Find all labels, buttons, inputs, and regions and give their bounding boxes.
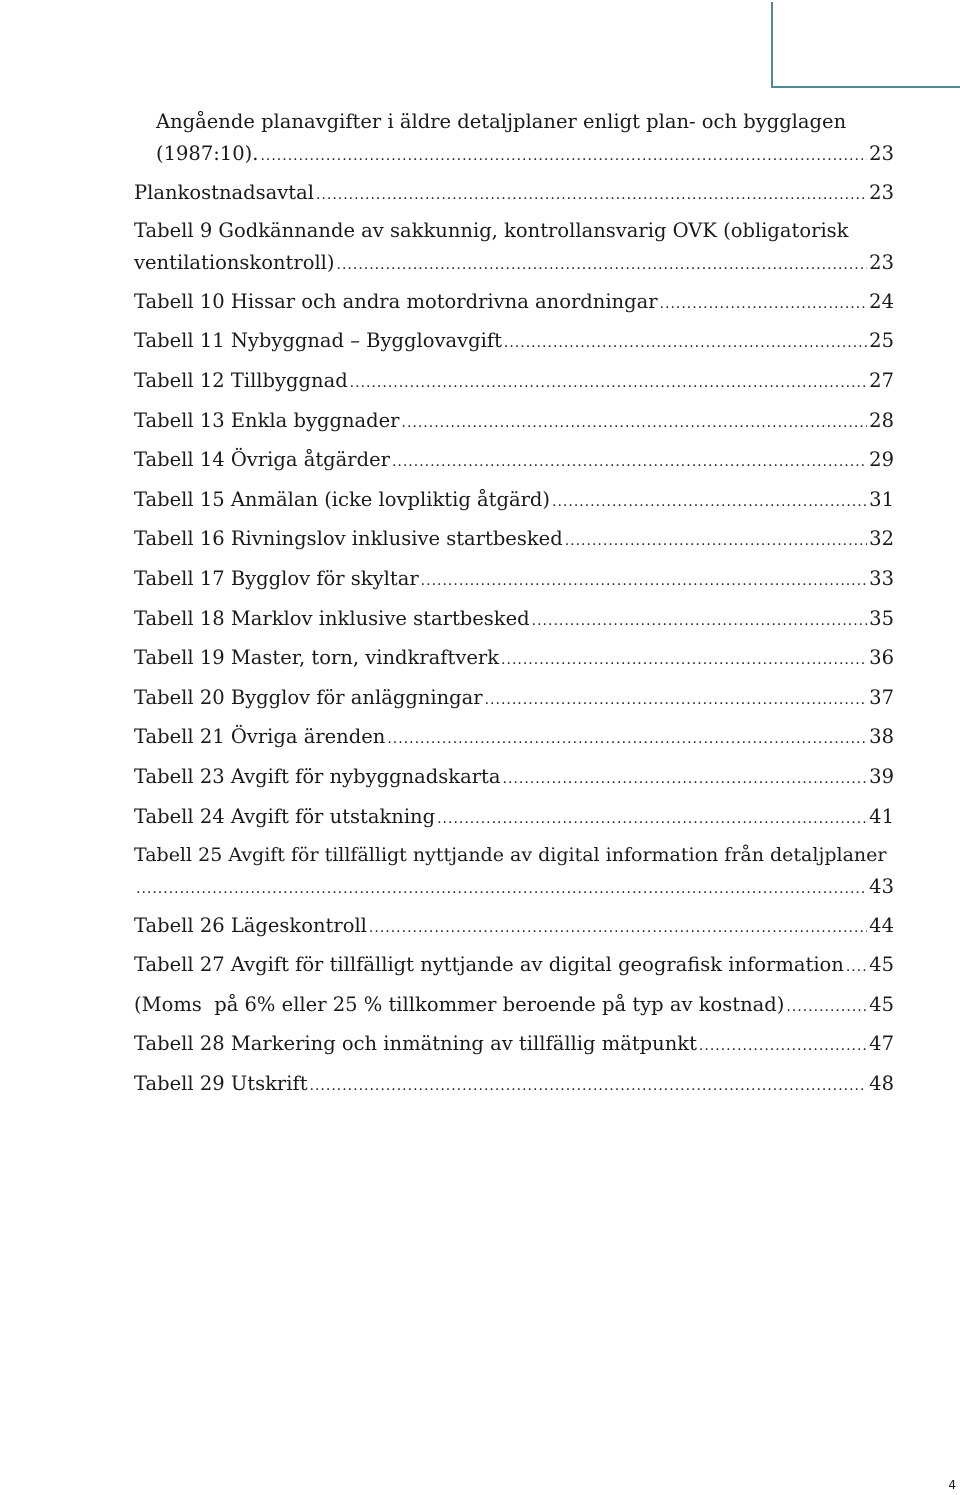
dot-leader bbox=[846, 950, 867, 984]
page-number: 4 bbox=[948, 1478, 956, 1492]
dot-leader bbox=[402, 406, 868, 440]
toc-entry-title: Tabell 17 Bygglov för skyltar bbox=[134, 566, 419, 590]
toc-entry-page: 36 bbox=[869, 646, 894, 670]
toc-entry-title: Tabell 15 Anmälan (icke lovpliktig åtgärd) bbox=[134, 487, 551, 511]
toc-entry-page: 39 bbox=[869, 764, 894, 788]
toc-entry-title: Tabell 26 Lägeskontroll bbox=[134, 913, 367, 937]
dot-leader bbox=[501, 643, 867, 677]
dot-leader bbox=[552, 485, 867, 519]
corner-rule-vertical bbox=[771, 2, 773, 88]
toc-entry[interactable] bbox=[134, 215, 894, 281]
toc-entry-page: 23 bbox=[869, 180, 894, 204]
toc-entry-page: 35 bbox=[869, 606, 894, 630]
toc-entry-title: (Moms på 6% eller 25 % tillkommer beroende på typ av kostnad) bbox=[134, 992, 785, 1016]
toc-entry-title: Tabell 20 Bygglov för anläggningar bbox=[134, 685, 483, 709]
toc-entry-page: 29 bbox=[869, 448, 894, 472]
dot-leader bbox=[504, 326, 867, 360]
toc-entry-title: Tabell 23 Avgift för nybyggnadskarta bbox=[134, 764, 501, 788]
toc-entry-page: 47 bbox=[869, 1032, 894, 1056]
toc-entry[interactable] bbox=[134, 948, 894, 984]
toc-entry[interactable] bbox=[134, 404, 894, 440]
toc-entry[interactable] bbox=[134, 988, 894, 1024]
toc-entry-title: Tabell 16 Rivningslov inklusive startbesked bbox=[134, 527, 563, 551]
toc-entry-title: Tabell 24 Avgift för utstakning bbox=[134, 804, 436, 828]
toc-entry-page: 38 bbox=[869, 725, 894, 749]
toc-entry-title: Tabell 27 Avgift för tillfälligt nyttjande av digital geografisk information bbox=[134, 953, 844, 977]
toc-entry[interactable] bbox=[134, 106, 894, 172]
toc-entry[interactable] bbox=[134, 641, 894, 677]
toc-entry-page: 31 bbox=[869, 487, 894, 511]
toc-entry[interactable] bbox=[134, 909, 894, 945]
toc-entry-page: 24 bbox=[869, 289, 894, 313]
dot-leader bbox=[485, 683, 868, 717]
toc-entry[interactable] bbox=[134, 800, 894, 836]
toc-entry[interactable] bbox=[134, 760, 894, 796]
toc-entry-page: 32 bbox=[869, 527, 894, 551]
toc-entry-title-cont: ventilationskontroll) bbox=[134, 251, 335, 275]
toc-entry-title: Tabell 19 Master, torn, vindkraftverk bbox=[134, 646, 500, 670]
toc-entry-title: Tabell 12 Tillbyggnad bbox=[134, 368, 348, 392]
toc-entry-page: 44 bbox=[869, 913, 894, 937]
dot-leader bbox=[387, 722, 867, 756]
toc-entry-title: Tabell 18 Marklov inklusive startbesked bbox=[134, 606, 530, 630]
dot-leader bbox=[316, 178, 867, 212]
toc-entry[interactable] bbox=[134, 602, 894, 638]
toc-entry[interactable] bbox=[134, 285, 894, 321]
toc-entry-page: 28 bbox=[869, 408, 894, 432]
dot-leader bbox=[337, 249, 868, 281]
dot-leader bbox=[660, 287, 868, 321]
toc-entry[interactable] bbox=[134, 720, 894, 756]
toc-entry-page: 45 bbox=[869, 953, 894, 977]
toc-entry-title: Tabell 14 Övriga åtgärder bbox=[134, 448, 390, 472]
toc-entry[interactable] bbox=[134, 1067, 894, 1103]
dot-leader bbox=[699, 1029, 867, 1063]
corner-rule-horizontal bbox=[771, 86, 960, 88]
dot-leader bbox=[350, 366, 868, 400]
dot-leader bbox=[310, 1069, 868, 1103]
dot-leader bbox=[532, 604, 868, 638]
toc-entry-page: 27 bbox=[869, 368, 894, 392]
dot-leader bbox=[136, 873, 867, 905]
dot-leader bbox=[786, 990, 867, 1024]
toc-entry-title: Tabell 9 Godkännande av sakkunnig, kontrollansvarig OVK (obligatorisk bbox=[134, 219, 849, 243]
toc-entry-page: 23 bbox=[869, 251, 894, 275]
toc-entry[interactable] bbox=[134, 562, 894, 598]
dot-leader bbox=[260, 140, 867, 172]
toc-entry-title: Tabell 21 Övriga ärenden bbox=[134, 725, 386, 749]
toc-entry[interactable] bbox=[134, 324, 894, 360]
toc-entry-title: Tabell 28 Markering och inmätning av tillfällig mätpunkt bbox=[134, 1032, 697, 1056]
toc-entry[interactable] bbox=[134, 176, 894, 212]
toc-entry-title: Angående planavgifter i äldre detaljplaner enligt plan- och bygglagen bbox=[156, 110, 847, 133]
dot-leader bbox=[392, 445, 867, 479]
table-of-contents bbox=[134, 106, 894, 1107]
toc-entry-page: 37 bbox=[869, 685, 894, 709]
toc-entry-page: 41 bbox=[869, 804, 894, 828]
toc-entry-title: Plankostnadsavtal bbox=[134, 180, 314, 204]
toc-entry-title: Tabell 11 Nybyggnad – Bygglovavgift bbox=[134, 329, 502, 353]
toc-entry-page: 43 bbox=[869, 875, 894, 899]
dot-leader bbox=[421, 564, 868, 598]
toc-entry[interactable] bbox=[134, 522, 894, 558]
toc-entry-page: 33 bbox=[869, 566, 894, 590]
toc-entry[interactable] bbox=[134, 443, 894, 479]
dot-leader bbox=[503, 762, 868, 796]
toc-entry-title: Tabell 13 Enkla byggnader bbox=[134, 408, 400, 432]
dot-leader bbox=[565, 524, 867, 558]
toc-entry-title: Tabell 10 Hissar och andra motordrivna anordningar bbox=[134, 289, 658, 313]
toc-entry-page: 25 bbox=[869, 329, 894, 353]
toc-entry[interactable] bbox=[134, 839, 894, 905]
toc-entry-title: Tabell 25 Avgift för tillfälligt nyttjande av digital information från detaljplaner bbox=[134, 844, 887, 867]
toc-entry[interactable] bbox=[134, 364, 894, 400]
toc-entry-page: 48 bbox=[869, 1072, 894, 1096]
dot-leader bbox=[369, 911, 867, 945]
toc-entry-page: 45 bbox=[869, 992, 894, 1016]
toc-entry[interactable] bbox=[134, 681, 894, 717]
toc-entry[interactable] bbox=[134, 1027, 894, 1063]
toc-entry-title: Tabell 29 Utskrift bbox=[134, 1072, 308, 1096]
toc-entry-title-cont: (1987:10). bbox=[156, 142, 259, 165]
dot-leader bbox=[437, 802, 867, 836]
toc-entry-page: 23 bbox=[869, 142, 894, 165]
toc-entry[interactable] bbox=[134, 483, 894, 519]
